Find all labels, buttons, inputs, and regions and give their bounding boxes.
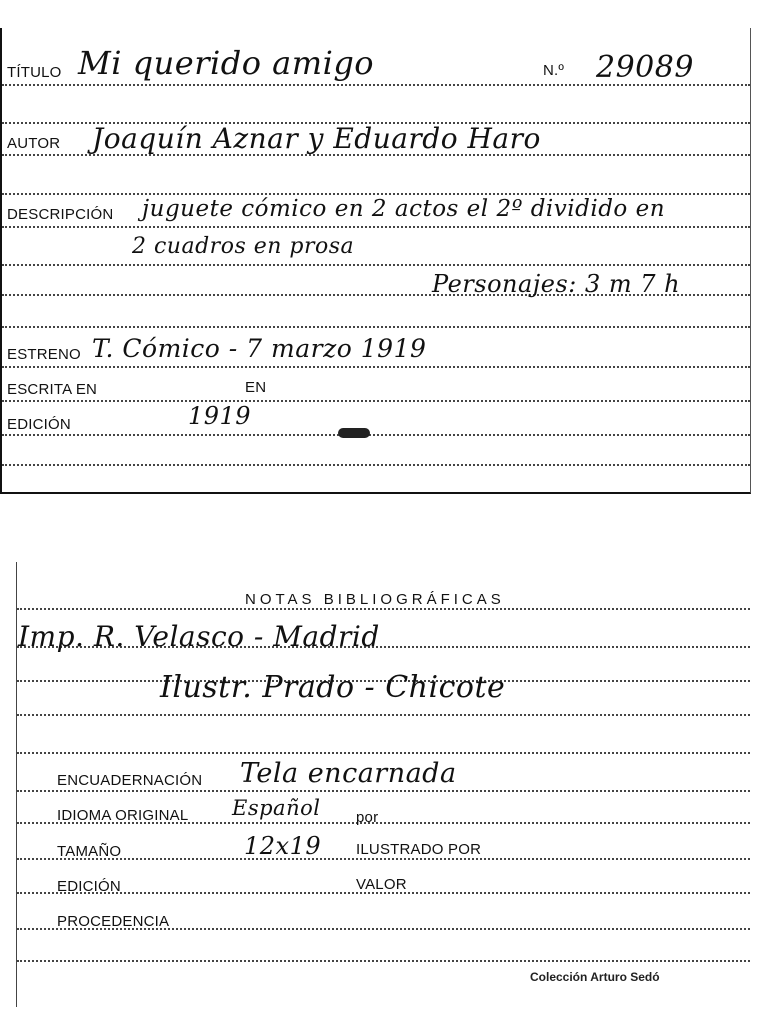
edicion2-label: EDICIÓN	[57, 878, 121, 895]
tamano-value: 12x19	[244, 832, 322, 860]
ruled-line	[17, 608, 750, 610]
ruled-line	[2, 193, 750, 195]
numero-label: N.º	[543, 62, 565, 79]
estreno-value: T. Cómico - 7 marzo 1919	[92, 334, 427, 363]
idioma-label: IDIOMA ORIGINAL	[57, 807, 189, 824]
note-ilustrador: Ilustr. Prado - Chicote	[160, 670, 506, 705]
ink-smudge	[338, 428, 370, 438]
personajes-value: Personajes: 3 m 7 h	[432, 270, 681, 298]
encuadernacion-value: Tela encarnada	[240, 758, 457, 789]
por-label: por	[356, 809, 379, 826]
descripcion-line1: juguete cómico en 2 actos el 2º dividido en	[142, 196, 666, 222]
ruled-line	[17, 714, 750, 716]
catalog-card-main	[0, 28, 751, 494]
notas-heading: NOTAS BIBLIOGRÁFICAS	[245, 591, 505, 608]
ruled-line	[2, 366, 750, 368]
autor-label: AUTOR	[7, 135, 61, 152]
note-imprenta: Imp. R. Velasco - Madrid	[18, 620, 380, 653]
estreno-label: ESTRENO	[7, 346, 81, 363]
ruled-line	[17, 858, 750, 860]
ruled-line	[2, 434, 750, 436]
ruled-line	[2, 400, 750, 402]
numero-value: 29089	[596, 50, 694, 85]
autor-value: Joaquín Aznar y Eduardo Haro	[92, 122, 541, 155]
idioma-value: Español	[232, 796, 321, 820]
descripcion-label: DESCRIPCIÓN	[7, 206, 114, 223]
ilustrado-por-label: ILUSTRADO POR	[356, 841, 482, 858]
edicion-value: 1919	[188, 402, 252, 430]
edicion-label: EDICIÓN	[7, 416, 71, 433]
ruled-line	[2, 326, 750, 328]
ruled-line	[17, 752, 750, 754]
descripcion-line2: 2 cuadros en prosa	[132, 234, 355, 259]
escrita-en-en-label: EN	[245, 379, 267, 396]
ruled-line	[17, 960, 750, 962]
ruled-line	[2, 464, 750, 466]
procedencia-label: PROCEDENCIA	[57, 913, 170, 930]
ruled-line	[2, 264, 750, 266]
ruled-line	[17, 790, 750, 792]
encuadernacion-label: ENCUADERNACIÓN	[57, 772, 203, 789]
ruled-line	[2, 226, 750, 228]
tamano-label: TAMAÑO	[57, 843, 122, 860]
titulo-value: Mi querido amigo	[78, 44, 375, 82]
escrita-en-label: ESCRITA EN	[7, 381, 98, 398]
collection-credit: Colección Arturo Sedó	[530, 970, 660, 984]
titulo-label: TÍTULO	[7, 64, 62, 81]
valor-label: VALOR	[356, 876, 407, 893]
